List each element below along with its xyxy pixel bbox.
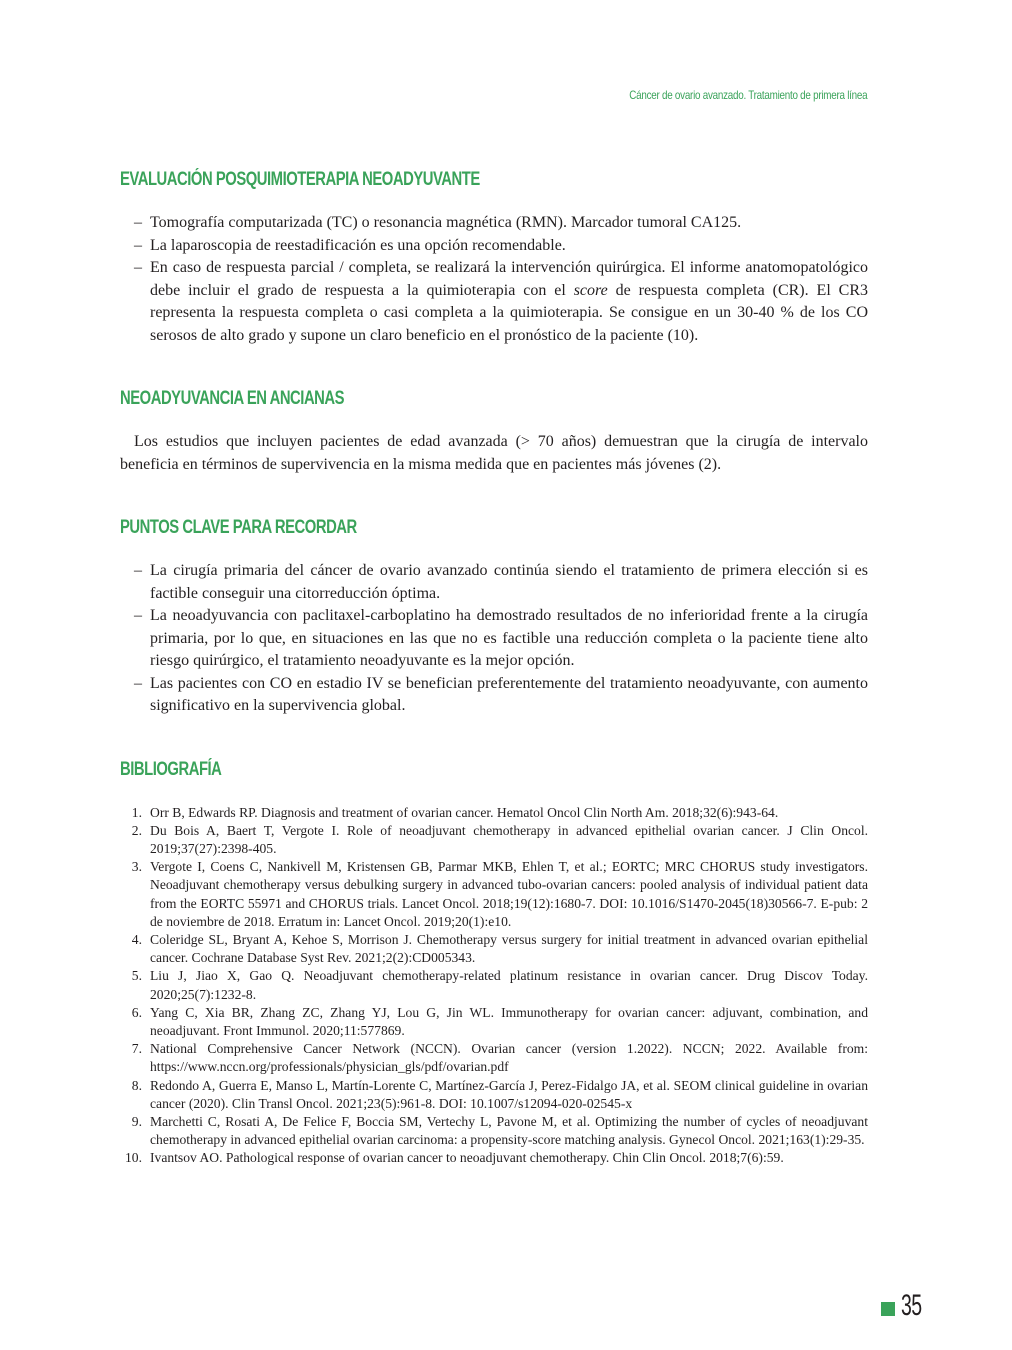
reference-number: 7.	[131, 1041, 142, 1057]
page-marker-square-icon	[881, 1302, 895, 1316]
reference-item	[120, 858, 868, 931]
bibliography-list	[120, 804, 868, 1168]
list-item	[120, 673, 868, 718]
reference-number: 8.	[131, 1077, 142, 1093]
reference-text: Marchetti C, Rosati A, De Felice F, Boccia SM, Vertechy L, Pavone M, et al. Optimizing the number of cycles of neoadjuvant chemotherapy in advanced epithelial ovarian carcinoma: a propensity-score matching analysis. Gynecol Oncol. 2021;163(1):29-35.	[150, 1113, 868, 1148]
page-content	[120, 166, 868, 1168]
reference-item	[120, 931, 868, 967]
reference-text: Orr B, Edwards RP. Diagnosis and treatment of ovarian cancer. Hematol Oncol Clin North Am. 2018;32(6):943-64.	[150, 804, 779, 820]
section-title-ancianas: NEOADYUVANCIA EN ANCIANAS	[120, 388, 345, 409]
reference-number: 9.	[131, 1113, 142, 1129]
dash-marker: –	[134, 236, 142, 254]
running-header: Cáncer de ovario avanzado. Tratamiento de primera línea	[628, 88, 867, 102]
reference-item	[120, 967, 868, 1003]
reference-number: 3.	[131, 859, 142, 875]
list-item-text-part: En caso de respuesta parcial / completa, se realizará la intervención quirúrgica. El informe anatomopatológico debe incluir el grado de respuesta a la quimioterapia con el	[150, 259, 868, 299]
section-title-bibliografia: BIBLIOGRAFÍA	[120, 758, 222, 780]
page-number: 35	[900, 1289, 922, 1322]
reference-item	[120, 822, 868, 858]
list-item-italic-term: score	[573, 281, 608, 299]
reference-item	[120, 1113, 868, 1149]
reference-text: Vergote I, Coens C, Nankivell M, Kristensen GB, Parmar MKB, Ehlen T, et al.; EORTC; MRC CHORUS study investigators. Neoadjuvant chemotherapy versus debulking surgery in advanced tubo-ovarian cancers: pooled analysis of individual patient data from the EORTC 55971 and CHORUS trials. Lancet Oncol. 2018;19(12):1680-7. DOI: 10.1016/S1470-2045(18)30566-7. E-pub: 2 de noviembre de 2018. Erratum in: Lancet Oncol. 2019;20(1):e10.	[150, 859, 868, 929]
reference-number: 5.	[131, 968, 142, 984]
list-item-text: Las pacientes con CO en estadio IV se benefician preferentemente del tratamiento neoadyuvante, con aumento significativo en la supervivencia global.	[150, 674, 868, 714]
reference-number: 10.	[125, 1150, 142, 1166]
dash-marker: –	[134, 607, 142, 624]
reference-item	[120, 804, 868, 822]
reference-item	[120, 1077, 868, 1113]
list-item	[120, 257, 868, 347]
reference-text: Yang C, Xia BR, Zhang ZC, Zhang YJ, Lou G, Jin WL. Immunotherapy for ovarian cancer: adjuvant, combination, and neoadjuvant. Front Immunol. 2020;11:577869.	[150, 1004, 868, 1038]
reference-number: 4.	[131, 931, 142, 947]
reference-item	[120, 1004, 868, 1040]
list-item-text-part: de respuesta completa (CR). El CR3 representa la respuesta completa o casi completa a la quimioterapia. Se consigue en un 30-40 % de los CO serosos de alto grado y supone un claro beneficio en el pronóstico de la paciente (10).	[150, 281, 869, 344]
list-item	[120, 560, 868, 605]
list-item	[120, 605, 868, 673]
reference-number: 6.	[131, 1004, 142, 1020]
reference-text: Ivantsov AO. Pathological response of ovarian cancer to neoadjuvant chemotherapy. Chin Clin Oncol. 2018;7(6):59.	[150, 1150, 784, 1166]
dash-marker: –	[134, 259, 142, 276]
page-footer	[881, 1290, 932, 1322]
reference-number: 2.	[131, 822, 142, 838]
dash-marker: –	[134, 674, 142, 692]
section-title-puntos-clave: PUNTOS CLAVE PARA RECORDAR	[120, 517, 357, 538]
reference-text: Redondo A, Guerra E, Manso L, Martín-Lorente C, Martínez-García J, Perez-Fidalgo JA, et al. SEOM clinical guideline in ovarian cancer (2020). Clin Transl Oncol. 2021;23(5):961-8. DOI: 10.1007/s12094-020-02545-x	[150, 1077, 868, 1111]
dash-marker: –	[134, 214, 142, 231]
list-item	[120, 212, 868, 235]
reference-item	[120, 1040, 868, 1076]
reference-text: Liu J, Jiao X, Gao Q. Neoadjuvant chemotherapy-related platinum resistance in ovarian cancer. Drug Discov Today. 2020;25(7):1232-8.	[150, 968, 868, 1002]
reference-item	[120, 1149, 868, 1167]
evaluacion-list	[120, 212, 868, 347]
list-item-text: La laparoscopia de reestadificación es una opción recomendable.	[150, 236, 566, 254]
reference-number: 1.	[131, 804, 142, 820]
reference-text: National Comprehensive Cancer Network (NCCN). Ovarian cancer (version 1.2022). NCCN; 2022. Available from: https://www.nccn.org/professionals/physician_gls/pdf/ovarian.pdf	[150, 1041, 868, 1075]
reference-text: Coleridge SL, Bryant A, Kehoe S, Morrison J. Chemotherapy versus surgery for initial treatment in advanced ovarian epithelial cancer. Cochrane Database Syst Rev. 2021;2(2):CD005343.	[150, 931, 868, 966]
dash-marker: –	[134, 562, 142, 579]
list-item-text: Tomografía computarizada (TC) o resonancia magnética (RMN). Marcador tumoral CA125.	[150, 214, 742, 231]
section-title-evaluacion: EVALUACIÓN POSQUIMIOTERAPIA NEOADYUVANTE	[120, 169, 480, 190]
list-item-text: La cirugía primaria del cáncer de ovario avanzado continúa siendo el tratamiento de primera elección si es factible conseguir una citorreducción óptima.	[150, 562, 868, 602]
reference-text: Du Bois A, Baert T, Vergote I. Role of neoadjuvant chemotherapy in advanced epithelial ovarian cancer. J Clin Oncol. 2019;37(27):2398-405.	[150, 822, 868, 856]
puntos-clave-list	[120, 560, 868, 718]
list-item	[120, 235, 868, 258]
ancianas-paragraph: Los estudios que incluyen pacientes de edad avanzada (> 70 años) demuestran que la cirugía de intervalo beneficia en términos de supervivencia en la misma medida que en pacientes más jóvenes (2).	[120, 433, 868, 473]
list-item-text: La neoadyuvancia con paclitaxel-carboplatino ha demostrado resultados de no inferioridad frente a la cirugía primaria, por lo que, en situaciones en las que no es factible una reducción completa o la paciente tiene alto riesgo quirúrgico, el tratamiento neoadyuvante es la mejor opción.	[150, 607, 868, 669]
